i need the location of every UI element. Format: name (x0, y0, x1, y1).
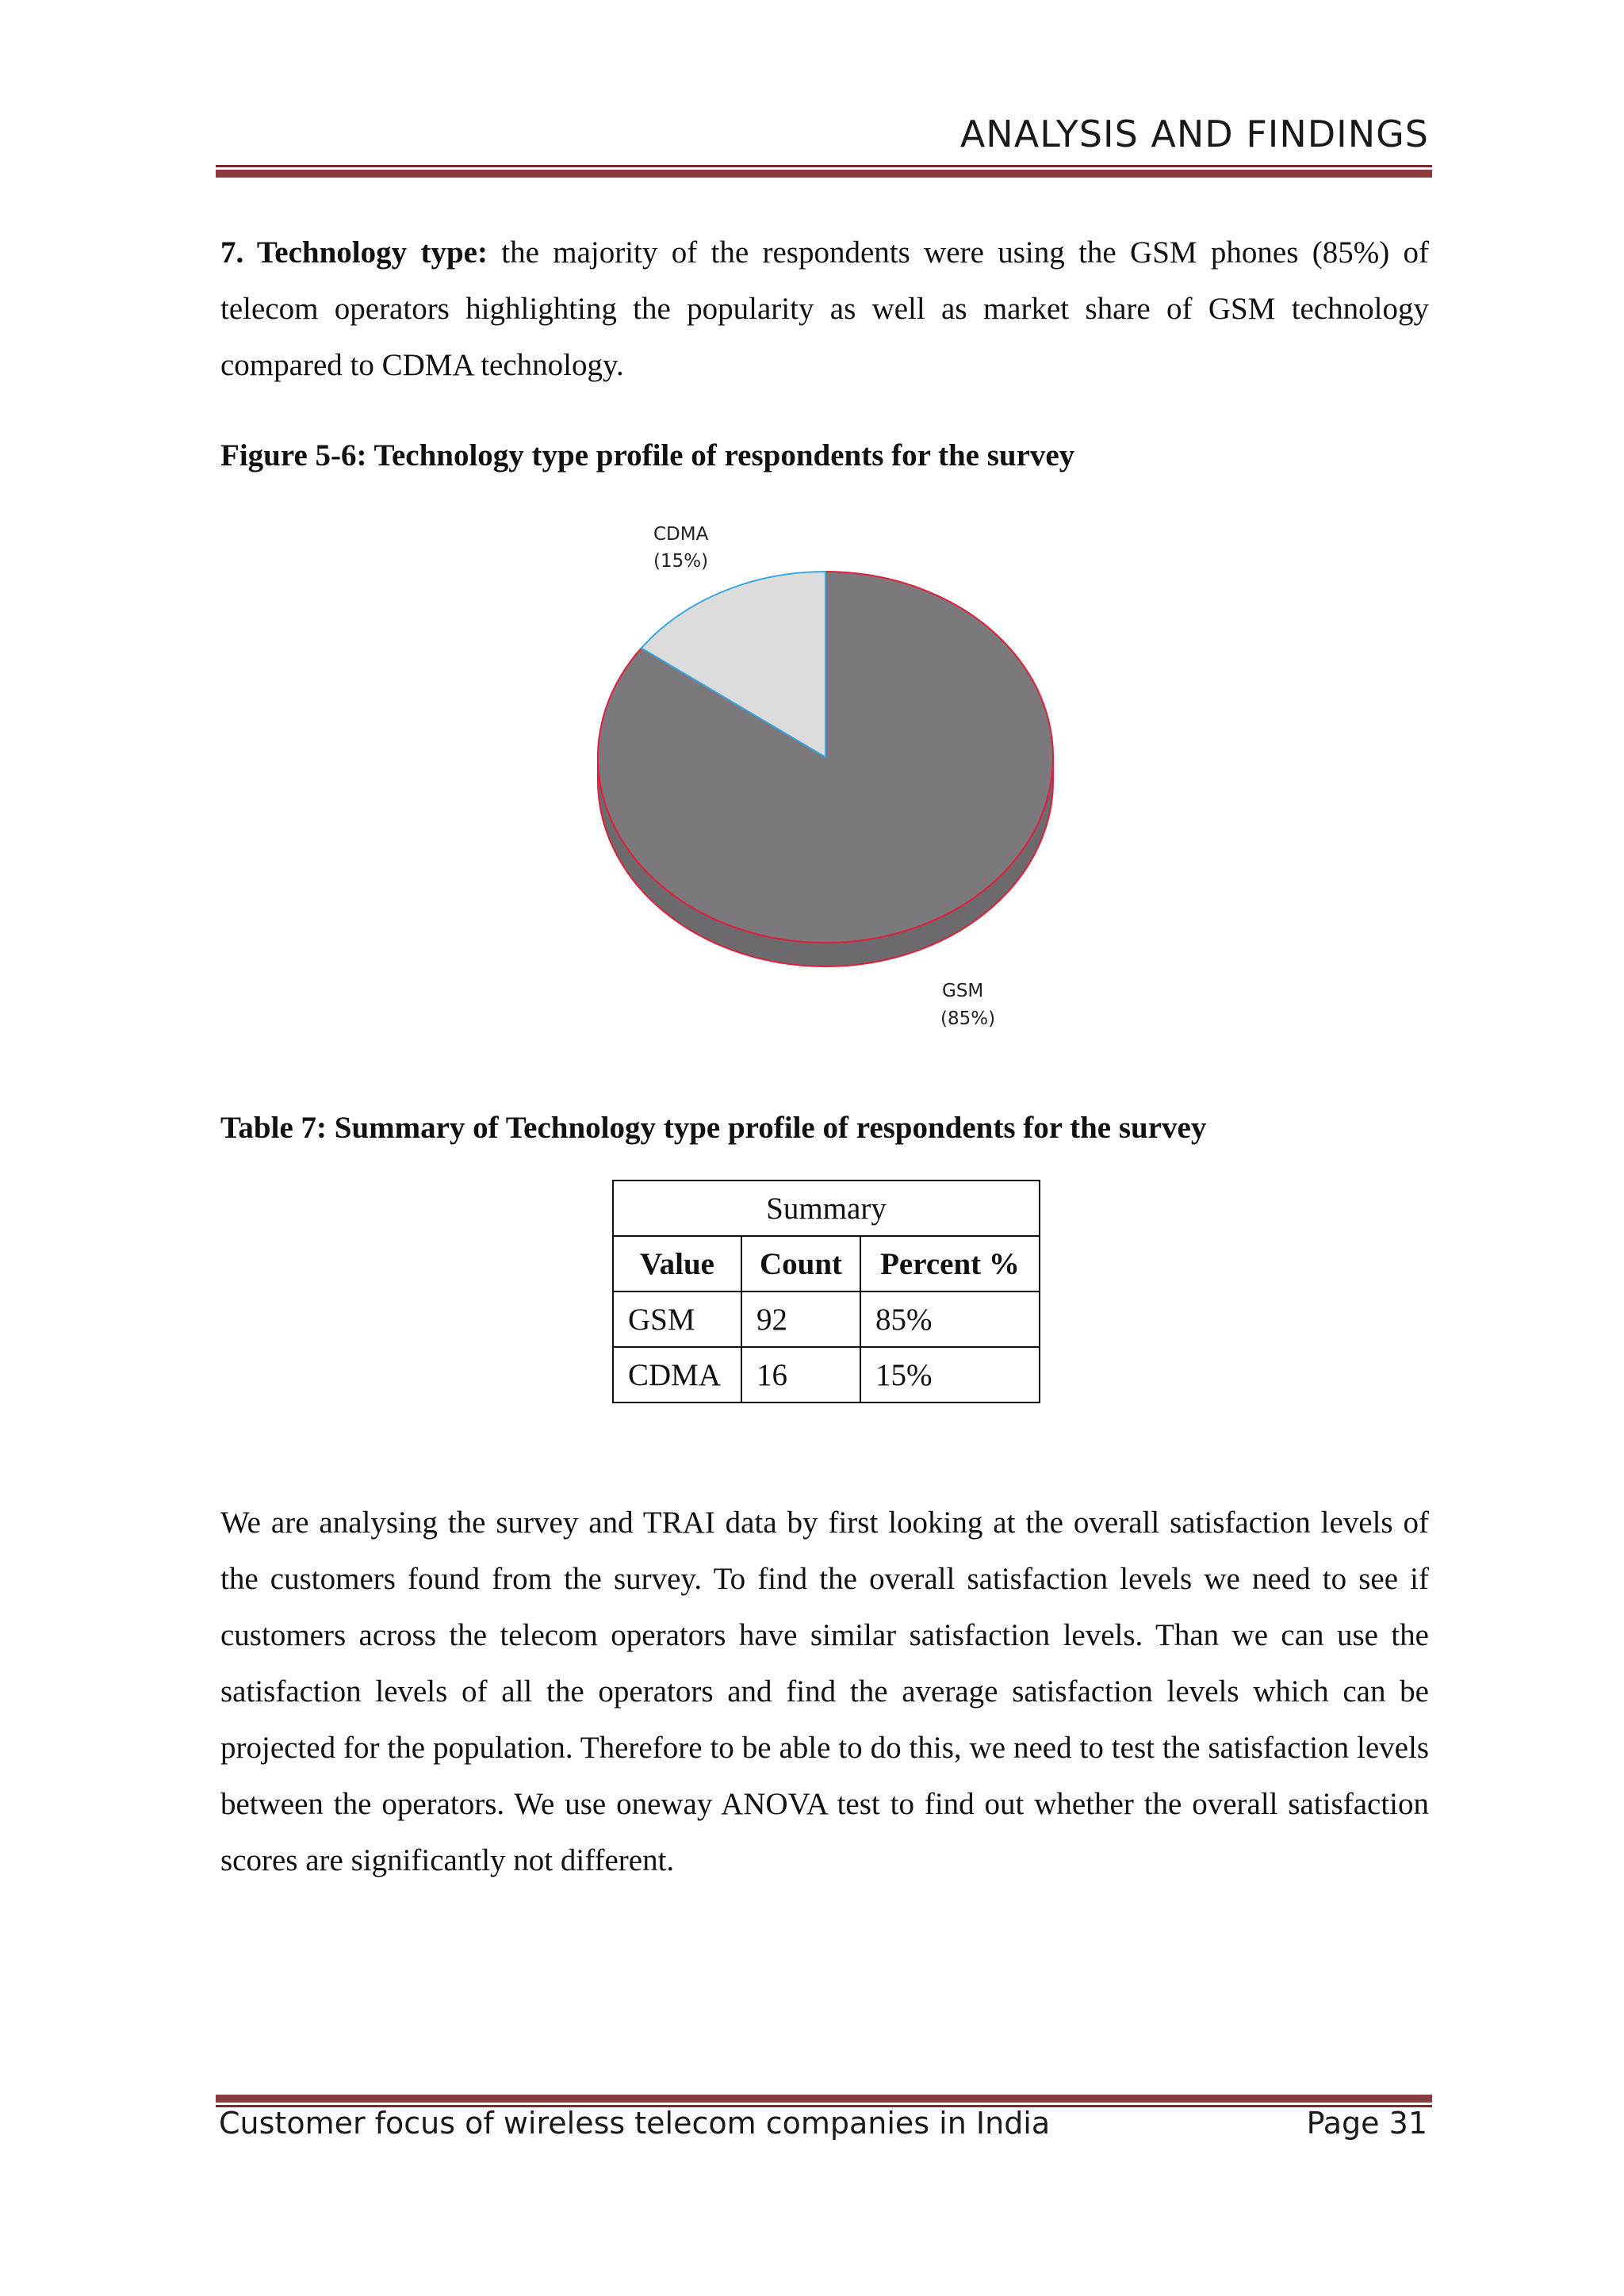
footer-title: Customer focus of wireless telecom companies in India (219, 2106, 1051, 2141)
table-header-count: Count (741, 1236, 860, 1292)
pie-label-cdma-percent: (15%) (653, 551, 709, 572)
table-cell-value: GSM (613, 1292, 741, 1347)
table-cell-count: 92 (741, 1292, 860, 1347)
technology-type-lead: 7. Technology type: (220, 235, 488, 270)
header-title: ANALYSIS AND FINDINGS (959, 113, 1429, 155)
figure-caption: Figure 5-6: Technology type profile of respondents for the survey (220, 438, 1075, 473)
table-cell-value: CDMA (613, 1347, 741, 1402)
table-header-value: Value (613, 1236, 741, 1292)
table-cell-percent: 15% (860, 1347, 1040, 1402)
table-cell-percent: 85% (860, 1292, 1040, 1347)
header-rule-thick (216, 170, 1432, 178)
table-caption: Table 7: Summary of Technology type profile of respondents for the survey (220, 1111, 1207, 1145)
footer-rule-thick (216, 2095, 1432, 2103)
pie-label-cdma: CDMA (653, 524, 709, 545)
technology-pie-chart (587, 515, 1063, 1039)
table-header-percent: Percent % (860, 1236, 1040, 1292)
table-summary-label: Summary (613, 1181, 1040, 1236)
page-number: Page 31 (1306, 2106, 1427, 2141)
table-summary-row (613, 1181, 1040, 1236)
pie-label-gsm-percent: (85%) (940, 1008, 996, 1029)
technology-type-paragraph (220, 224, 1429, 393)
technology-type-body: the majority of the respondents were using the GSM phones (85%) of telecom operators highlighting the popularity as well as market share of GSM technology compared to CDMA technology. (220, 235, 1429, 382)
analysis-paragraph: We are analysing the survey and TRAI data by first looking at the overall satisfaction levels of the customers found from the survey. To find the overall satisfaction levels we need to see if customers across the telecom operators have similar satisfaction levels. Than we can use the satisfaction levels of all the operators and find the average satisfaction levels which can be projected for the population. Therefore to be able to do this, we need to test the satisfaction levels between the operators. We use oneway ANOVA test to find out whether the overall satisfaction scores are significantly not different. (220, 1506, 1429, 1877)
table-header-row (613, 1236, 1040, 1292)
table-cell-count: 16 (741, 1347, 860, 1402)
header-rule-thin (216, 165, 1432, 167)
summary-table (612, 1180, 1040, 1403)
pie-label-gsm: GSM (942, 981, 984, 1001)
table-row (613, 1292, 1040, 1347)
table-row (613, 1347, 1040, 1402)
